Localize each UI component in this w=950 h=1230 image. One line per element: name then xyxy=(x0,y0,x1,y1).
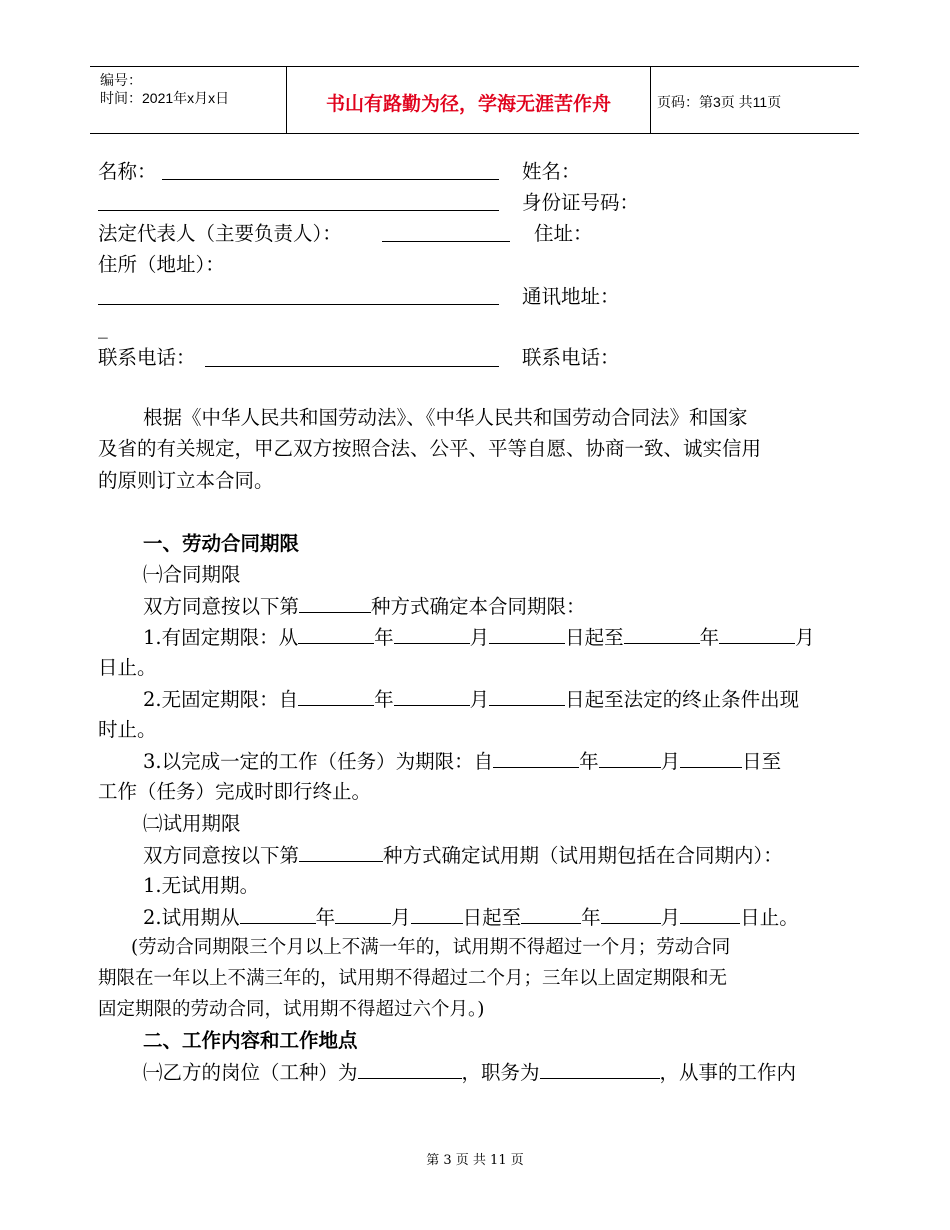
year-label: 年 xyxy=(699,626,720,649)
blank xyxy=(680,749,742,768)
duty-blank xyxy=(540,1060,660,1079)
fixed-term-text: 1.有固定期限：从 xyxy=(143,626,299,649)
trial-option-2-text: 2.试用期从 xyxy=(143,906,240,929)
page-code: 页码：第3页 共11页 xyxy=(657,94,782,110)
task-term-tail: 工作（任务）完成时即行终止。 xyxy=(98,780,372,803)
blank xyxy=(298,687,374,706)
trial-note-line-3: 固定期限的劳动合同，试用期不得超过六个月。) xyxy=(98,999,485,1020)
year-label: 年 xyxy=(579,750,599,773)
page-footer: 第 3 页 共 11 页 xyxy=(426,1153,524,1168)
trial-note-line-1: (劳动合同期限三个月以上不满一年的，试用期不得超过一个月；劳动合同 xyxy=(131,937,731,958)
subsection-2-title: ㈡试用期限 xyxy=(143,812,241,835)
year-label: 年 xyxy=(374,626,394,649)
fixed-term-line xyxy=(143,625,815,650)
open-term-line xyxy=(143,687,799,712)
month-label: 月 xyxy=(660,906,681,929)
document-header xyxy=(90,66,859,134)
job-position-line xyxy=(143,1060,796,1085)
month-label: 月 xyxy=(469,626,490,649)
month-label: 月 xyxy=(660,750,681,773)
intro-line-2: 及省的有关规定，甲乙双方按照合法、公平、平等自愿、协商一致、诚实信用 xyxy=(98,437,762,460)
party-b-mail-address-label: 通讯地址： xyxy=(522,285,620,308)
blank xyxy=(624,625,700,644)
blank xyxy=(719,625,795,644)
slogan: 书山有路勤为径，学海无涯苦作舟 xyxy=(325,93,611,115)
number-label: 编号： xyxy=(100,72,142,88)
section-1-title: 一、劳动合同期限 xyxy=(143,532,300,555)
blank xyxy=(394,687,470,706)
year-label: 年 xyxy=(581,906,601,929)
month-label: 月 xyxy=(795,626,815,649)
blank xyxy=(489,687,565,706)
task-term-line xyxy=(143,749,781,774)
time-label: 时间：2021年x月x日 xyxy=(100,90,230,106)
task-term-text-b: 日至 xyxy=(742,750,782,773)
trial-option-2-tail: 日止。 xyxy=(740,906,799,929)
section-2-title: 二、工作内容和工作地点 xyxy=(143,1029,358,1052)
day-from-to-label: 日起至 xyxy=(462,906,522,929)
open-term-tail: 时止。 xyxy=(98,718,157,741)
fixed-term-tail: 日止。 xyxy=(98,656,157,679)
party-b-address-label: 住址： xyxy=(534,222,593,245)
blank xyxy=(394,625,470,644)
party-b-name-label: 姓名： xyxy=(522,160,581,183)
open-term-text-b: 日起至法定的终止条件出现 xyxy=(565,688,800,711)
task-term-text: 3.以完成一定的工作（任务）为期限：自 xyxy=(143,750,494,773)
contract-term-choice-line xyxy=(143,594,586,619)
trial-option-2-line xyxy=(143,905,799,930)
blank xyxy=(493,749,579,768)
party-b-id-label: 身份证号码： xyxy=(522,191,640,214)
trial-option-1: 1.无试用期。 xyxy=(143,874,260,897)
job-position-text-b: ，职务为 xyxy=(461,1061,540,1084)
party-a-name-line-2 xyxy=(98,210,499,211)
choice-blank xyxy=(299,594,371,613)
slogan-cell xyxy=(286,67,651,133)
job-position-text-c: ，从事的工作内 xyxy=(659,1061,797,1084)
party-a-name-label: 名称： xyxy=(98,160,157,183)
party-b-phone-label: 联系电话： xyxy=(522,346,620,369)
short-underline-mark: _ xyxy=(98,316,108,339)
trial-choice-text-b: 种方式确定试用期（试用期包括在合同期内）： xyxy=(383,844,783,867)
year-label: 年 xyxy=(315,906,336,929)
blank xyxy=(411,905,463,924)
choice-text-a: 双方同意按以下第 xyxy=(143,595,300,618)
intro-line-3: 的原则订立本合同。 xyxy=(98,469,274,492)
blank xyxy=(601,905,661,924)
open-term-text: 2.无固定期限：自 xyxy=(143,688,299,711)
year-label: 年 xyxy=(374,688,394,711)
party-a-phone-label: 联系电话： xyxy=(98,346,196,369)
intro-line-1: 根据《中华人民共和国劳动法》、《中华人民共和国劳动合同法》和国家 xyxy=(143,406,748,429)
blank xyxy=(335,905,391,924)
day-from-to-label: 日起至 xyxy=(565,626,624,649)
month-label: 月 xyxy=(469,688,490,711)
party-a-residence-label: 住所（地址）： xyxy=(98,253,225,276)
party-a-name-line xyxy=(162,179,499,180)
blank xyxy=(521,905,581,924)
job-position-text-a: ㈠乙方的岗位（工种）为 xyxy=(143,1061,358,1084)
trial-choice-blank xyxy=(299,843,383,862)
party-a-residence-line xyxy=(98,304,499,305)
blank xyxy=(240,905,316,924)
party-a-legal-rep-line xyxy=(382,241,510,242)
blank xyxy=(599,749,661,768)
trial-note-line-2: 期限在一年以上不满三年的，试用期不得超过二个月；三年以上固定期限和无 xyxy=(98,968,728,989)
subsection-1-title: ㈠合同期限 xyxy=(143,563,241,586)
blank xyxy=(489,625,565,644)
month-label: 月 xyxy=(391,906,411,929)
blank xyxy=(298,625,374,644)
trial-choice-text-a: 双方同意按以下第 xyxy=(143,844,300,867)
trial-choice-line xyxy=(143,843,783,868)
blank xyxy=(680,905,740,924)
party-a-phone-line xyxy=(205,366,499,367)
choice-text-b: 种方式确定本合同期限： xyxy=(371,595,586,618)
party-a-legal-rep-label: 法定代表人（主要负责人）： xyxy=(98,222,342,245)
position-blank xyxy=(358,1060,462,1079)
